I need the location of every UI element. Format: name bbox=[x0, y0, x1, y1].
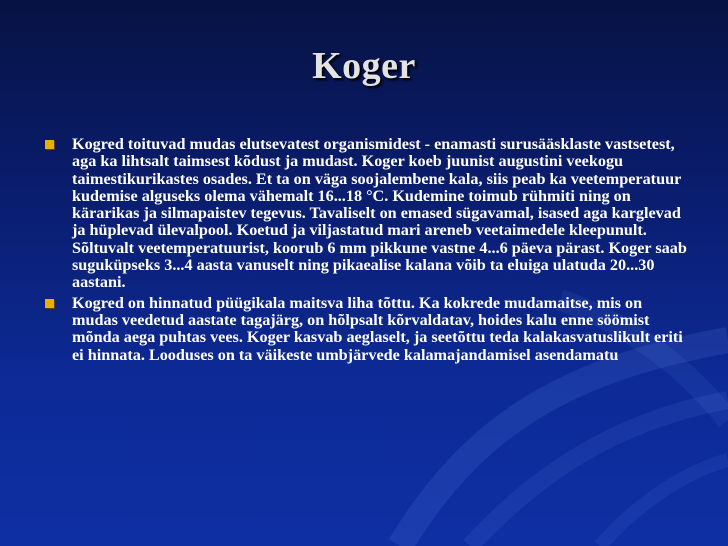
bullet-list bbox=[42, 136, 690, 367]
square-bullet-icon bbox=[45, 140, 54, 149]
bullet-text: Kogred on hinnatud püügikala maitsva liha tõttu. Ka kokrede mudamaitse, mis on mudas veedetud aastate tagajärg, on hõlpsalt kõrvaldatav, hoides kalu enne söömist mõnda aega puhtas vees. Koger kasvab aeglaselt, ja seetõttu teda kalakasvatuslikult eriti ei hinnata. Looduses on ta väikeste umbjärvede kalamajandamisel asendamatu bbox=[72, 293, 683, 364]
bullet-item bbox=[42, 295, 690, 364]
square-bullet-icon bbox=[45, 299, 54, 308]
slide-title: Koger bbox=[312, 45, 416, 87]
bullet-text: Kogred toituvad mudas elutsevatest organismidest - enamasti surusääsklaste vastsetest, aga ka lihtsalt taimsest kõdust ja mudast. Koger koeb juunist augustini veekogu taimestikurikastes osades. Et ta on väga soojalembene kala, siis peab ka veetemperatuur kudemise alguseks olema vähemalt 16...18 °C. Kudemine toimub rühmiti ning on kärarikas ja silmapaistev tegevus. Tavaliselt on emased sügavamal, isased aga karglevad ja hüplevad ülevalpool. Koetud ja viljastatud mari areneb veetaimedele kleepunult. Sõltuvalt veetemperatuurist, koorub 6 mm pikkune vastne 4...6 päeva pärast. Koger saab suguküpseks 3...4 aasta vanuselt ning pikaealise kalana võib ta eluiga ulatuda 20...30 aastani. bbox=[72, 135, 687, 292]
bullet-item bbox=[42, 136, 690, 292]
